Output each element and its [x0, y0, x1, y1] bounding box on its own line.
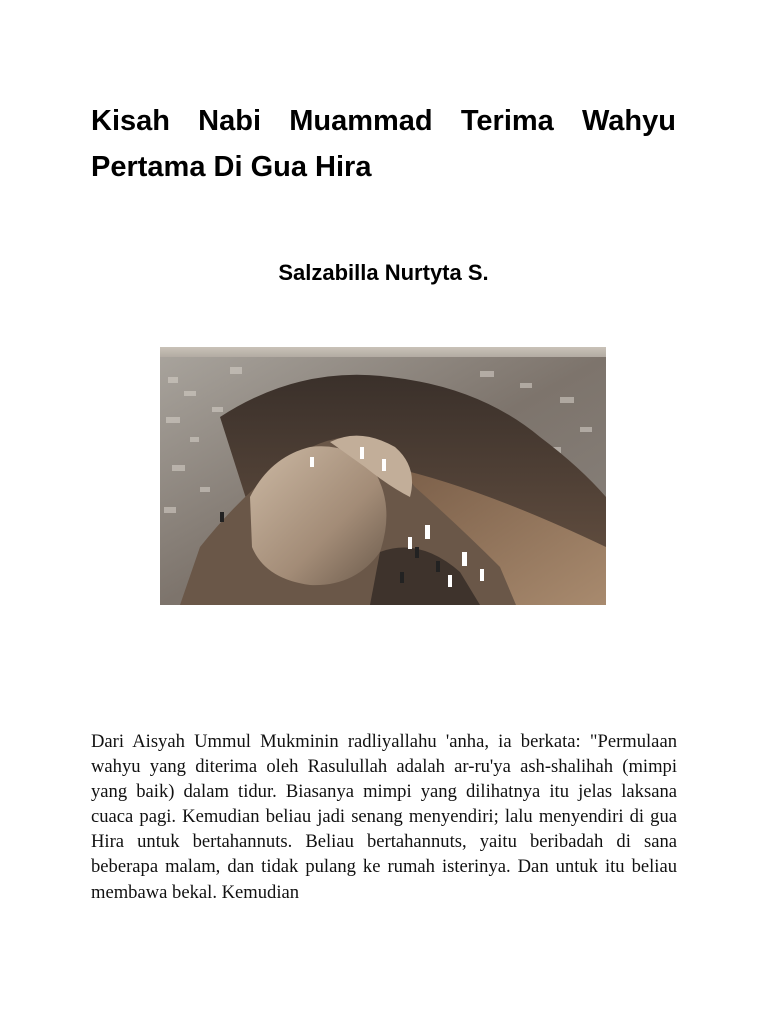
- page-title: Kisah Nabi Muammad Terima Wahyu Pertama Di Gua Hira: [91, 105, 676, 183]
- jabal-nour-photo: [160, 347, 606, 605]
- body-paragraph: Dari Aisyah Ummul Mukminin radliyallahu 'anha, ia berkata: "Permulaan wahyu yang diterima oleh Rasulullah adalah ar-ru'ya ash-shalihah (mimpi yang baik) dalam tidur. Biasanya mimpi yang dilihatnya itu jelas laksana cuaca pagi. Kemudian beliau jadi senang menyendiri; lalu menyendiri di gua Hira untuk bertahannuts. Beliau bertahannuts, yaitu beribadah di sana beberapa malam, dan tidak pulang ke rumah isterinya. Dan untuk itu beliau membawa bekal. Kemudian: [91, 731, 677, 903]
- author-name: Salzabilla Nurtyta S.: [278, 260, 489, 285]
